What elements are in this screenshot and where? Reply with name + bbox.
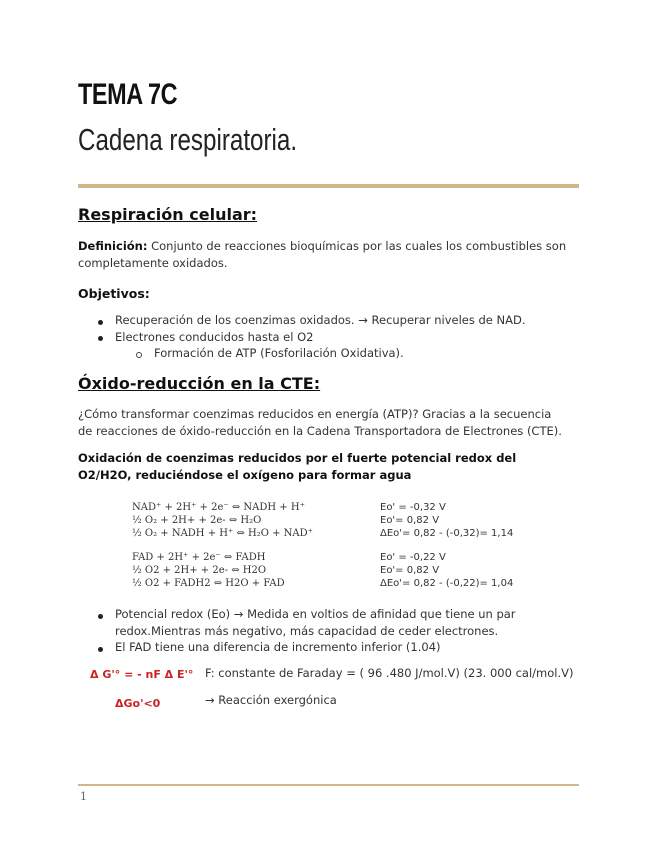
reaction-equation: ½ O₂ + NADH + H⁺ ⇔ H₂O + NAD⁺: [132, 528, 313, 539]
section-heading-respiracion: Respiración celular:: [78, 205, 258, 224]
intro-paragraph: ¿Cómo transformar coenzimas reducidos en energía (ATP)? Gracias a la secuencia de reacciones de óxido-reducción en la Cadena Transportadora de Electrones (CTE).: [78, 407, 562, 438]
definition-paragraph: [78, 238, 568, 272]
exergonic-label: → Reacción exergónica: [205, 693, 337, 707]
reaction-equation: NAD⁺ + 2H⁺ + 2e⁻ ⇔ NADH + H⁺: [132, 502, 305, 513]
sub-bullet-circle: [136, 352, 142, 358]
section-heading-oxido: Óxido-reducción en la CTE:: [78, 374, 321, 393]
top-divider: [78, 184, 579, 188]
delta-g-condition: ΔGo'<0: [115, 697, 161, 710]
bullet-dot: [98, 614, 103, 619]
reaction-equation: FAD + 2H⁺ + 2e⁻ ⇔ FADH: [132, 552, 266, 563]
objectives-heading: Objetivos:: [78, 286, 150, 301]
list-item: Formación de ATP (Fosforilación Oxidativa).: [154, 346, 404, 360]
reaction-value: Eo' = -0,32 V: [380, 502, 446, 513]
definition-label: Definición:: [78, 239, 148, 253]
list-item: El FAD tiene una diferencia de incremento inferior (1.04): [115, 640, 441, 654]
bullet-dot: [98, 647, 103, 652]
bold-paragraph: Oxidación de coenzimas reducidos por el fuerte potencial redox del O2/H2O, reduciéndose el oxígeno para formar agua: [78, 451, 517, 482]
bullet-dot: [98, 336, 103, 341]
list-item: Recuperación de los coenzimas oxidados. → Recuperar niveles de NAD.: [115, 313, 526, 327]
reaction-equation: ½ O2 + FADH2 ⇔ H2O + FAD: [132, 578, 285, 589]
reaction-value: ΔEo'= 0,82 - (-0,32)= 1,14: [380, 528, 514, 539]
definition-text: Conjunto de reacciones bioquímicas por las cuales los combustibles son completamente oxidados.: [78, 239, 567, 270]
reaction-value: Eo'= 0,82 V: [380, 565, 440, 576]
reaction-value: Eo' = -0,22 V: [380, 552, 446, 563]
page-number: 1: [80, 790, 87, 803]
bottom-divider: [78, 784, 579, 786]
reaction-equation: ½ O2 + 2H+ + 2e- ⇔ H2O: [132, 565, 267, 576]
gibbs-formula: Δ G'° = - nF Δ E'°: [90, 668, 194, 681]
reaction-value: ΔEo'= 0,82 - (-0,22)= 1,04: [380, 578, 514, 589]
list-item-continuation: redox.Mientras más negativo, más capacidad de ceder electrones.: [115, 624, 499, 638]
page-subtitle: Cadena respiratoria.: [78, 122, 298, 157]
reaction-value: Eo'= 0,82 V: [380, 515, 440, 526]
reaction-equation: ½ O₂ + 2H+ + 2e- ⇔ H₂O: [132, 515, 262, 526]
list-item: Potencial redox (Eo) → Medida en voltios de afinidad que tiene un par: [115, 607, 516, 621]
bullet-dot: [98, 320, 103, 325]
page-title: TEMA 7C: [78, 78, 178, 111]
list-item: Electrones conducidos hasta el O2: [115, 330, 314, 344]
faraday-constant: F: constante de Faraday = ( 96 .480 J/mol.V) (23. 000 cal/mol.V): [205, 666, 574, 680]
